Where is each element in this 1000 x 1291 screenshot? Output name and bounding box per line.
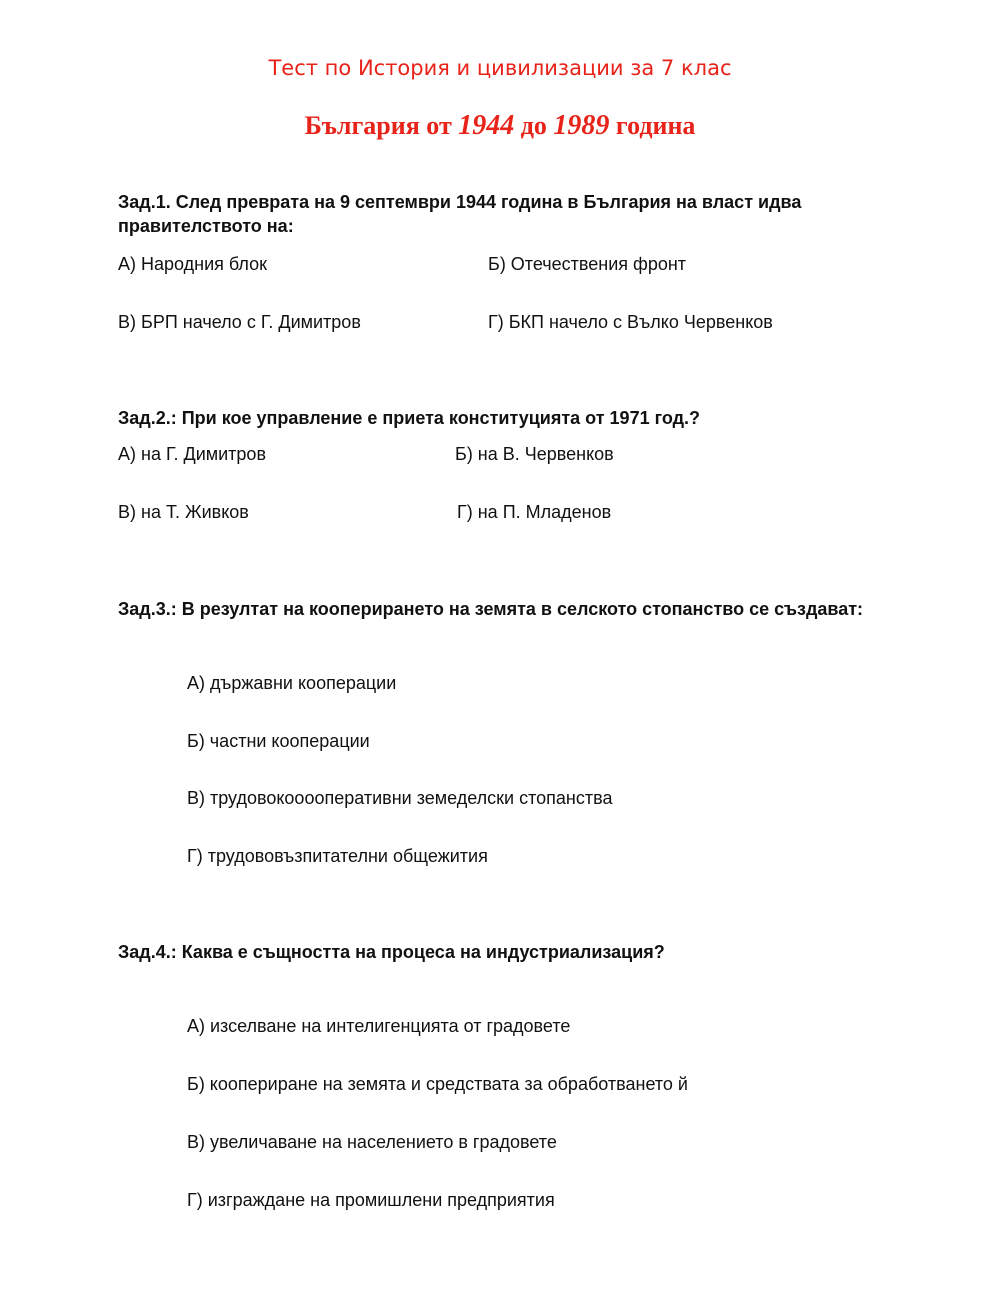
page-title [0,110,1000,142]
question-1-line-1: Зад.1. След превратa на 9 септември 1944 година в България на власт идва [118,192,802,212]
question-4-option-c[interactable]: В) увеличаване на населението в градовете [187,1132,557,1152]
title-year-from: 1944 [458,110,515,141]
question-1-text [118,190,801,238]
question-1-line-2: правителството на: [118,216,294,236]
question-2-option-b[interactable]: Б) на В. Червенков [455,444,614,464]
question-2-option-d[interactable]: Г) на П. Младенов [457,502,612,522]
question-1-option-c[interactable]: В) БРП начело с Г. Димитров [118,312,361,332]
question-3-option-d[interactable]: Г) трудововъзпитателни общежития [187,846,488,866]
question-4-option-b[interactable]: Б) коопериране на земята и средствата за обработването й [187,1074,688,1094]
question-2-text: Зад.2.: При кое управление е приета конституцията от 1971 год.? [118,408,701,428]
title-suffix: година [615,111,696,140]
title-year-to: 1989 [553,110,610,141]
question-1-option-d[interactable]: Г) БКП начело с Вълко Червенков [488,312,773,332]
question-2-option-c[interactable]: В) на Т. Живков [118,502,249,522]
question-3-text: Зад.3.: В резултат на кооперирането на земята в селското стопанство се създават: [118,599,864,619]
title-middle: до [520,111,547,140]
question-3-option-b[interactable]: Б) частни кооперации [187,731,370,751]
question-4-option-a[interactable]: А) изселване на интелигенцията от градовете [187,1016,571,1036]
title-prefix: България от [304,111,452,140]
question-2-option-a[interactable]: А) на Г. Димитров [118,444,267,464]
test-subtitle: Тест по История и цивилизации за 7 клас [268,56,732,80]
question-4-text: Зад.4.: Каква е същността на процеса на индустриализация? [118,942,665,962]
question-1-option-b[interactable]: Б) Отечествения фронт [488,254,687,274]
question-3-option-a[interactable]: А) държавни кооперации [187,673,397,693]
question-4-option-d[interactable]: Г) изграждане на промишлени предприятия [187,1190,555,1210]
question-3-option-c[interactable]: В) трудовокооооперативни земеделски стопанства [187,788,613,808]
question-1-option-a[interactable]: А) Народния блок [118,254,267,274]
